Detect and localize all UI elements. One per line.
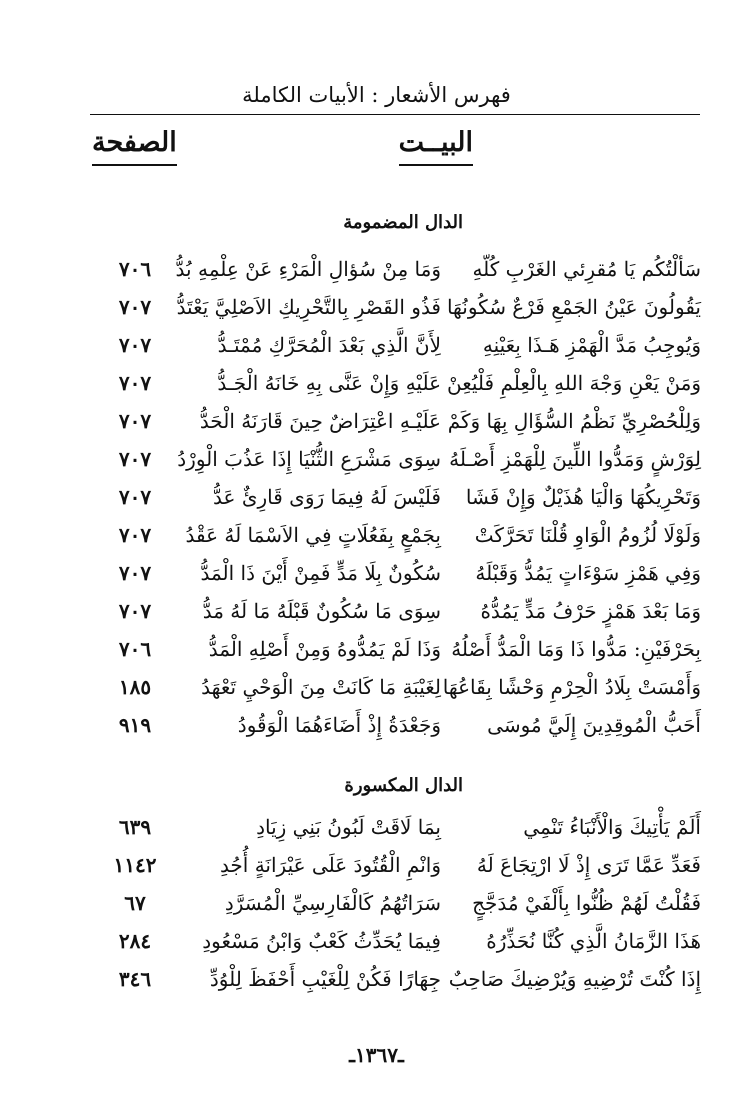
- verse-row: [0, 706, 753, 744]
- first-hemistich: وَتَحْرِيكُهَا وَالْيَا هُذَيْلٌ وَإِنْ فَشَا: [465, 485, 701, 509]
- page-reference: ١٨٥: [118, 675, 152, 699]
- second-hemistich: فَذُو القَصْرِ بِالتَّحْرِيكِ الاَصْلِيَّ يَعْتَدُّ: [176, 295, 441, 319]
- second-hemistich: بِمَا لَاقَتْ لَبُونُ بَنِي زِيَادِ: [256, 815, 441, 839]
- page-reference: ٧٠٧: [118, 599, 152, 623]
- verse-row: [0, 808, 753, 846]
- verse-row: [0, 922, 753, 960]
- first-hemistich: وَفِي هَمْزِ سَوْءَاتٍ يَمُدُّ وَقَبْلَهُ: [475, 561, 701, 585]
- section-title: الدال المكسورة: [344, 775, 463, 796]
- page-reference: ٧٠٧: [118, 333, 152, 357]
- second-hemistich: فَلَيْسَ لَهُ فِيمَا رَوَى قَارِئٌ عَدُّ: [213, 485, 441, 509]
- verse-row: [0, 402, 753, 440]
- page-reference: ٧٠٦: [118, 257, 152, 281]
- page-reference: ٧٠٦: [118, 637, 152, 661]
- first-hemistich: وَأَمْسَتْ بِلَادُ الْحِرْمِ وَحْشًا بِقَاعُهَا: [442, 675, 701, 699]
- column-heading-page: الصفحة: [92, 124, 177, 166]
- column-heading-verse: البيــت: [399, 124, 473, 166]
- verse-row: [0, 364, 753, 402]
- second-hemistich: وَانْمِ الْقُتُودَ عَلَى عَيْرَانَةٍ أُجُدِ: [219, 853, 441, 877]
- first-hemistich: سَألْتُكُم يَا مُقرِئي الغَرْبِ كُلّهِ: [472, 257, 701, 281]
- second-hemistich: وَجَعْدَةُ إِذْ أَضَاءَهُمَا الْوَقُودُ: [237, 713, 441, 737]
- first-hemistich: وَمَنْ يَعْنِ وَجْهَ اللهِ بِالْعِلْمِ فَلْيُعِنْ: [447, 371, 701, 395]
- verse-row: [0, 440, 753, 478]
- first-hemistich: وَمَا بَعْدَ هَمْزٍ حَرْفُ مَدٍّ يَمُدُّهُ: [480, 599, 701, 623]
- page-reference: ٧٠٧: [118, 295, 152, 319]
- first-hemistich: وَيُوجِبُ مَدَّ الْهَمْزِ هَـذَا بِعَيْنِهِ: [482, 333, 701, 357]
- verse-row: [0, 592, 753, 630]
- verse-row: [0, 960, 753, 998]
- verse-row: [0, 250, 753, 288]
- second-hemistich: عَلَيْـهِ اعْتِرَاضٌ حِينَ قَارَنَهُ الْحَدُّ: [199, 409, 441, 433]
- verse-row: [0, 554, 753, 592]
- page-reference: ١١٤٢: [113, 853, 157, 877]
- page-number: ـ١٣٦٧ـ: [349, 1043, 404, 1067]
- verse-row: [0, 630, 753, 668]
- first-hemistich: لِوَرْشٍ وَمَدُّوا اللِّينَ لِلْهَمْزِ أَصْـلَهُ: [449, 447, 701, 471]
- page-reference: ٧٠٧: [118, 447, 152, 471]
- page-reference: ٧٠٧: [118, 523, 152, 547]
- second-hemistich: وَمَا مِنْ سُؤالِ الْمَرْءِ عَنْ عِلْمِهِ بُدُّ: [175, 257, 441, 281]
- second-hemistich: سِوَى مَشْرَعِ الثُّنْيَا إِذَا عَذُبَ الْوِرْدُ: [177, 447, 441, 471]
- page-reference: ٦٧: [124, 891, 146, 915]
- page-reference: ٦٣٩: [118, 815, 152, 839]
- second-hemistich: وَذَا لَمْ يَمُدُّوهُ وَمِنْ أَصْلِهِ الْمَدُّ: [208, 637, 441, 661]
- first-hemistich: بِحَرْفَيْنِ: مَدُّوا ذَا وَمَا الْمَدُّ أَصْلُهُ: [451, 637, 701, 661]
- first-hemistich: وَلِلْحُصْرِيِّ نَظْمُ السُّؤَالِ بِهَا وَكَمْ: [447, 409, 701, 433]
- first-hemistich: وَلَوْلَا لُزُومُ الْوَاوِ قُلْنَا تَحَرَّكَتْ: [474, 523, 701, 547]
- second-hemistich: سُكُونٌ بِلَا مَدٍّ فَمِنْ أَيْنَ ذَا الْمَدُّ: [200, 561, 441, 585]
- first-hemistich: فَقُلْتُ لَهُمْ ظُنُّوا بِأَلْفَيْ مُدَجَّجٍ: [472, 891, 701, 915]
- first-hemistich: هَذَا الزَّمَانُ الَّذِي كُنَّا نُحَذِّرُهُ: [486, 929, 701, 953]
- first-hemistich: فَعَدِّ عَمَّا تَرَى إِذْ لَا ارْتِجَاعَ لَهُ: [476, 853, 701, 877]
- verse-row: [0, 668, 753, 706]
- page-reference: ٧٠٧: [118, 561, 152, 585]
- page-reference: ٣٤٦: [118, 967, 152, 991]
- verse-row: [0, 478, 753, 516]
- second-hemistich: فِيمَا يُحَدِّثُ كَعْبٌ وَابْنُ مَسْعُودِ: [202, 929, 441, 953]
- section-title: الدال المضمومة: [343, 212, 463, 233]
- second-hemistich: سَرَاتُهُمُ كَالْفَارِسِيِّ الْمُسَرَّدِ: [224, 891, 441, 915]
- second-hemistich: لِأَنَّ الَّذِي بَعْدَ الْمُحَرَّكِ مُمْتَـدُّ: [217, 333, 441, 357]
- second-hemistich: بِجَمْعٍ بِفَعُلَاتٍ فِي الاَسْمَا لَهُ عَقْدُ: [185, 523, 441, 547]
- first-hemistich: إِذَا كُنْتَ تُرْضِيهِ وَيُرْضِيكَ صَاحِبٌ: [448, 967, 701, 991]
- verse-row: [0, 516, 753, 554]
- second-hemistich: سِوَى مَا سُكُونٌ قَبْلَهُ مَا لَهُ مَدُّ: [202, 599, 441, 623]
- header-rule: [90, 114, 700, 115]
- first-hemistich: يَقُولُونَ عَيْنُ الجَمْعِ فَرْعٌ سُكُونُهَا: [446, 295, 701, 319]
- second-hemistich: لِغَيْبَةِ مَا كَانَتْ مِنَ الْوَحْيِ تَعْهَدُ: [201, 675, 441, 699]
- verse-row: [0, 884, 753, 922]
- page-reference: ٧٠٧: [118, 371, 152, 395]
- running-header: فهرس الأشعار : الأبيات الكاملة: [242, 83, 511, 107]
- verse-row: [0, 326, 753, 364]
- first-hemistich: أَحَبُّ الْمُوقِدِينَ إِلَيَّ مُوسَى: [487, 713, 701, 737]
- second-hemistich: عَلَيْهِ وَإِنْ عَنَّى بِهِ خَانَهُ الْجَـدُّ: [217, 371, 441, 395]
- first-hemistich: أَلَمْ يَأْتِيكَ وَالْأَنْبَاءُ تَنْمِي: [523, 815, 701, 839]
- page-reference: ٧٠٧: [118, 409, 152, 433]
- page-reference: ٩١٩: [118, 713, 152, 737]
- verse-row: [0, 846, 753, 884]
- second-hemistich: جِهَارًا فَكُنْ لِلْغَيْبِ أَحْفَظَ لِلْوُدِّ: [209, 967, 441, 991]
- verse-row: [0, 288, 753, 326]
- page-reference: ٧٠٧: [118, 485, 152, 509]
- page-reference: ٢٨٤: [118, 929, 152, 953]
